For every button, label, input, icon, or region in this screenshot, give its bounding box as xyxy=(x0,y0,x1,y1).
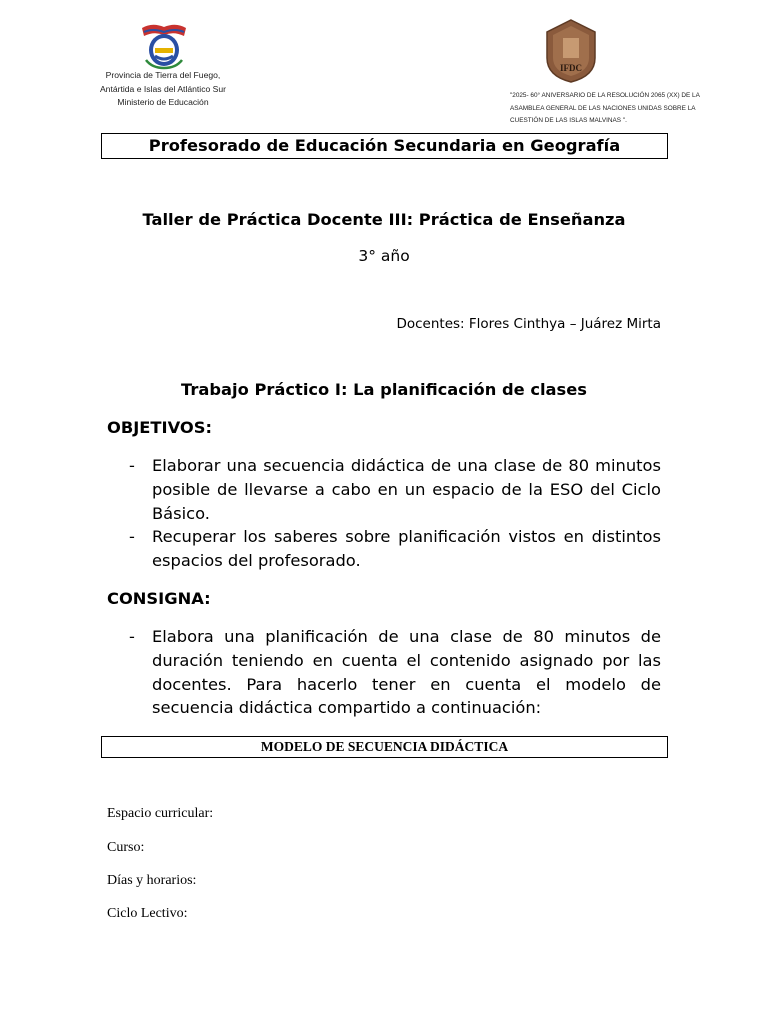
list-item xyxy=(107,454,661,525)
logo-text: IFDC xyxy=(560,63,582,73)
workshop-title: Taller de Práctica Docente III: Práctica de Enseñanza xyxy=(142,210,626,229)
field-course: Curso: xyxy=(107,840,145,855)
bullet-dash: - xyxy=(129,527,135,547)
field-school-year: Ciclo Lectivo: xyxy=(107,906,188,921)
institute-logo-icon xyxy=(543,18,599,84)
anniversary-note xyxy=(510,90,732,128)
anniversary-line: ASAMBLEA GENERAL DE LAS NACIONES UNIDAS SOBRE LA xyxy=(510,104,696,112)
list-item xyxy=(107,625,661,720)
field-schedule: Días y horarios: xyxy=(107,873,197,888)
province-line: Ministerio de Educación xyxy=(117,97,209,107)
list-item xyxy=(107,525,661,573)
anniversary-line: CUESTIÓN DE LAS ISLAS MALVINAS ". xyxy=(510,117,627,124)
province-heading xyxy=(88,69,238,110)
career-title: Profesorado de Educación Secundaria en Geografía xyxy=(101,133,668,159)
instructions-list xyxy=(107,625,661,720)
instructions-heading: CONSIGNA: xyxy=(107,589,211,608)
model-title: MODELO DE SECUENCIA DIDÁCTICA xyxy=(101,736,668,758)
province-line: Provincia de Tierra del Fuego, xyxy=(105,70,221,80)
bullet-dash: - xyxy=(129,627,135,646)
anniversary-line: "2025- 60° ANIVERSARIO DE LA RESOLUCIÓN 2065 (XX) DE LA xyxy=(510,92,700,99)
objective-text: Elaborar una secuencia didáctica de una clase de 80 minutos posible de llevarse a cabo en un espacio de la ESO del Ciclo Básico. xyxy=(152,456,661,523)
objectives-heading: OBJETIVOS: xyxy=(107,418,212,437)
course-year: 3° año xyxy=(358,247,410,265)
assignment-title: Trabajo Práctico I: La planificación de clases xyxy=(181,380,587,399)
objectives-list xyxy=(107,454,661,573)
teachers-line: Docentes: Flores Cinthya – Juárez Mirta xyxy=(396,316,661,332)
province-line: Antártida e Islas del Atlántico Sur xyxy=(99,83,227,94)
field-curricular-space: Espacio curricular: xyxy=(107,806,214,821)
province-emblem-icon xyxy=(138,22,190,72)
bullet-dash: - xyxy=(129,456,135,475)
objective-text: Recuperar los saberes sobre planificación vistos en distintos espacios del profesorado. xyxy=(152,527,661,571)
instruction-text: Elabora una planificación de una clase de 80 minutos de duración teniendo en cuenta el contenido asignado por las docentes. Para hacerlo tener en cuenta el modelo de secuencia didáctica compartido a continuación: xyxy=(152,627,661,718)
